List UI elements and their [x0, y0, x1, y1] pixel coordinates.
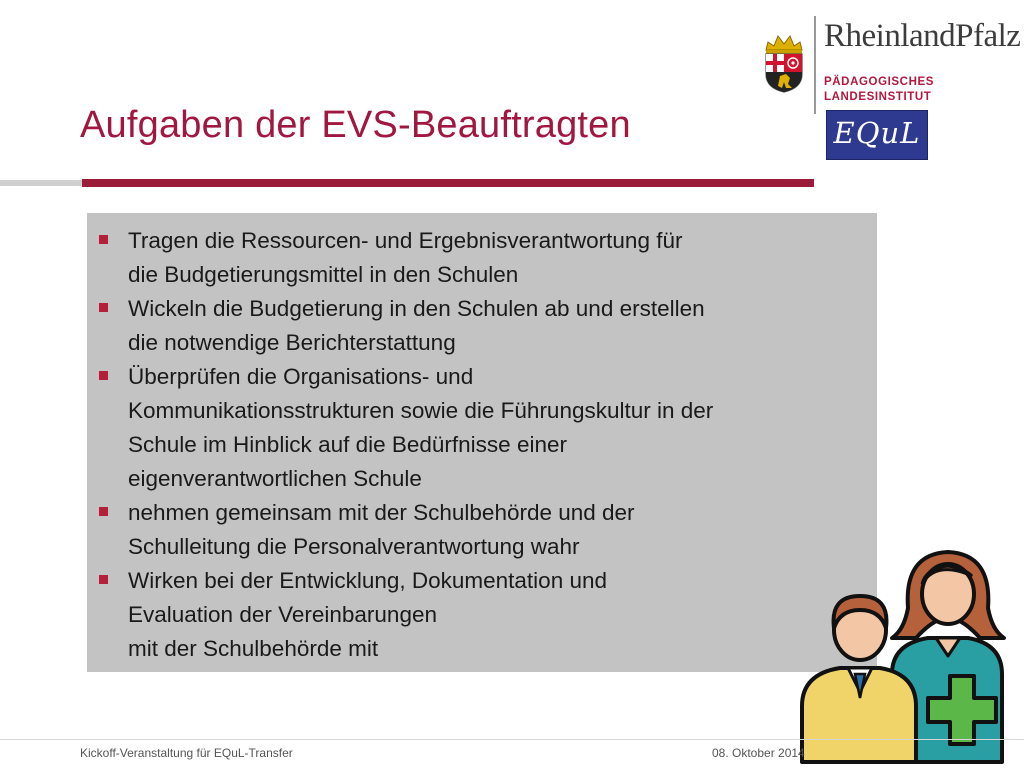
bullet-text-line: Schule im Hinblick auf die Bedürfnisse einer — [128, 432, 567, 457]
bullet-square-icon — [99, 575, 108, 584]
bullet-text-line: die Budgetierungsmittel in den Schulen — [128, 262, 519, 287]
bullet-text-line: Schulleitung die Personalverantwortung wahr — [128, 534, 580, 559]
title-rule-accent — [82, 179, 814, 187]
bullet-text-line: Tragen die Ressourcen- und Ergebnisverantwortung für — [128, 228, 683, 253]
content-panel — [87, 213, 877, 672]
bullet-text-line: eigenverantwortlichen Schule — [128, 466, 422, 491]
bullet-text-line: mit der Schulbehörde mit — [128, 636, 379, 661]
institute-name-line2: LANDESINSTITUT — [824, 91, 932, 103]
equl-badge-text: EQuL — [833, 116, 921, 150]
slide-title: Aufgaben der EVS-Beauftragten — [80, 104, 631, 146]
bullet-square-icon — [99, 507, 108, 516]
bullet-square-icon — [99, 371, 108, 380]
footer-divider — [0, 739, 1024, 740]
header-logo — [760, 14, 1024, 164]
bullet-text-line: Kommunikationsstrukturen sowie die Führungskultur in der — [128, 398, 714, 423]
rheinland-pfalz-crest-icon — [760, 22, 808, 94]
equl-badge — [826, 110, 928, 160]
footer-date: 08. Oktober 2014 — [712, 746, 805, 760]
title-rule-grey — [0, 180, 82, 186]
bullet-square-icon — [99, 235, 108, 244]
state-logo-text: RheinlandPfalz — [824, 18, 1021, 54]
bullet-item — [99, 564, 867, 666]
bullet-text-line: Überprüfen die Organisations- und — [128, 364, 474, 389]
bullet-text-line: Wickeln die Budgetierung in den Schulen ab und erstellen — [128, 296, 705, 321]
logo-divider — [814, 16, 816, 114]
bullet-text-line: nehmen gemeinsam mit der Schulbehörde und der — [128, 500, 635, 525]
add-user-group-icon — [796, 548, 1024, 768]
institute-name-line1: PÄDAGOGISCHES — [824, 76, 935, 88]
bullet-item — [99, 292, 867, 360]
bullet-text-line: die notwendige Berichterstattung — [128, 330, 456, 355]
bullet-text-line: Evaluation der Vereinbarungen — [128, 602, 437, 627]
bullet-square-icon — [99, 303, 108, 312]
bullet-item — [99, 224, 867, 292]
bullet-item — [99, 496, 867, 564]
bullet-list — [99, 224, 867, 666]
footer-event: Kickoff-Veranstaltung für EQuL-Transfer — [80, 746, 293, 760]
bullet-text-line: Wirken bei der Entwicklung, Dokumentation und — [128, 568, 607, 593]
bullet-item — [99, 360, 867, 496]
